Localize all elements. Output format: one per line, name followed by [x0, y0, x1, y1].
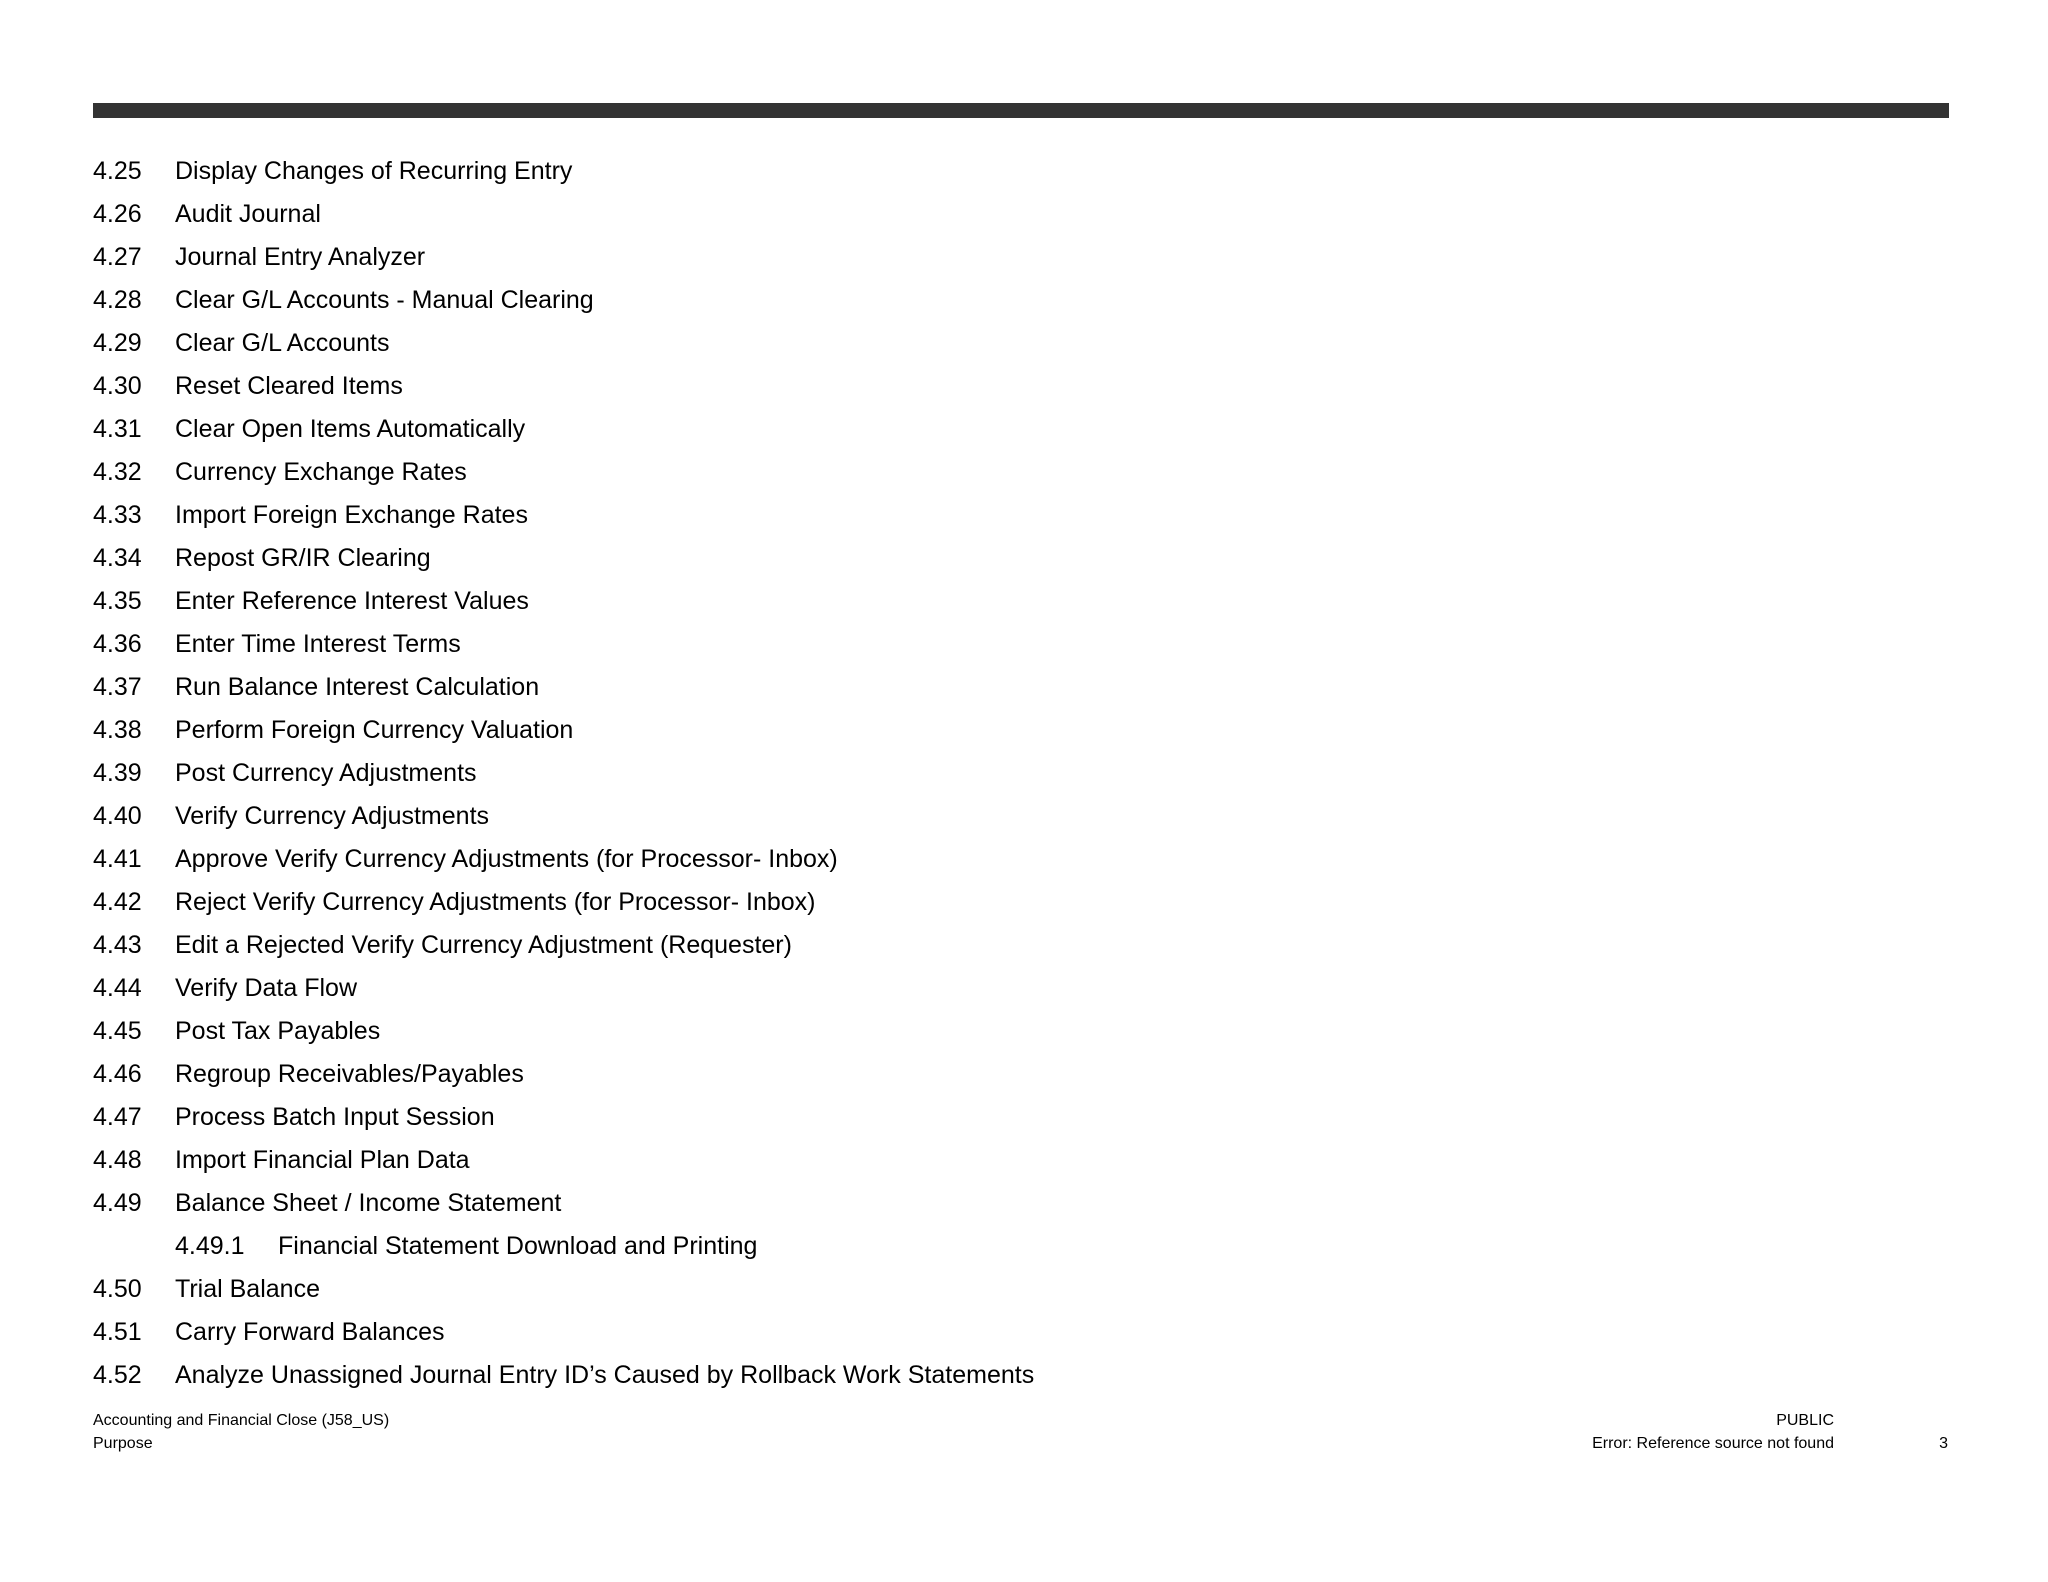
toc-entry-number: 4.50: [93, 1275, 142, 1303]
toc-entry-number: 4.45: [93, 1017, 142, 1045]
toc-entry[interactable]: [93, 580, 1293, 623]
footer-left: [93, 1409, 389, 1455]
toc-entry[interactable]: [93, 1311, 1293, 1354]
toc-entry-title: Clear G/L Accounts - Manual Clearing: [175, 286, 594, 314]
toc-entry-number: 4.37: [93, 673, 142, 701]
toc-entry-number: 4.35: [93, 587, 142, 615]
toc-entry-title: Display Changes of Recurring Entry: [175, 157, 573, 185]
toc-entry-number: 4.38: [93, 716, 142, 744]
toc-entry[interactable]: [93, 193, 1293, 236]
toc-entry-number: 4.51: [93, 1318, 142, 1346]
toc-entry-number: 4.32: [93, 458, 142, 486]
toc-entry-title: Repost GR/IR Clearing: [175, 544, 431, 572]
toc-entry-title: Approve Verify Currency Adjustments (for Processor- Inbox): [175, 845, 838, 873]
toc-entry-title: Reject Verify Currency Adjustments (for Processor- Inbox): [175, 888, 816, 916]
toc-entry[interactable]: [93, 1096, 1293, 1139]
toc-entry[interactable]: [93, 1268, 1293, 1311]
toc-entry[interactable]: [93, 623, 1293, 666]
toc-entry-number: 4.36: [93, 630, 142, 658]
table-of-contents: [93, 150, 1293, 1397]
toc-entry[interactable]: [93, 924, 1293, 967]
header-rule: [93, 103, 1949, 118]
toc-entry-number: 4.40: [93, 802, 142, 830]
toc-entry[interactable]: [93, 967, 1293, 1010]
toc-entry-number: 4.33: [93, 501, 142, 529]
toc-entry-title: Edit a Rejected Verify Currency Adjustment (Requester): [175, 931, 792, 959]
toc-entry-number: 4.30: [93, 372, 142, 400]
toc-entry-title: Post Tax Payables: [175, 1017, 381, 1045]
toc-entry[interactable]: [93, 881, 1293, 924]
toc-entry-title: Run Balance Interest Calculation: [175, 673, 540, 701]
toc-entry-number: 4.25: [93, 157, 142, 185]
toc-entry[interactable]: [93, 236, 1293, 279]
toc-entry-title: Verify Data Flow: [175, 974, 358, 1002]
toc-entry-number: 4.42: [93, 888, 142, 916]
toc-entry[interactable]: [93, 365, 1293, 408]
toc-entry-title: Audit Journal: [175, 200, 321, 228]
toc-entry-title: Regroup Receivables/Payables: [175, 1060, 524, 1088]
toc-entry[interactable]: [93, 752, 1293, 795]
toc-entry[interactable]: [93, 1182, 1293, 1225]
toc-entry-title: Analyze Unassigned Journal Entry ID’s Caused by Rollback Work Statements: [175, 1361, 1035, 1389]
toc-entry-number: 4.28: [93, 286, 142, 314]
toc-entry-title: Import Financial Plan Data: [175, 1146, 470, 1174]
footer-right: [1592, 1409, 1834, 1455]
toc-entry-title: Balance Sheet / Income Statement: [175, 1189, 562, 1217]
toc-entry[interactable]: [93, 1139, 1293, 1182]
toc-entry-number: 4.34: [93, 544, 142, 572]
toc-entry-title: Reset Cleared Items: [175, 372, 403, 400]
toc-entry-title: Currency Exchange Rates: [175, 458, 467, 486]
toc-entry-number: 4.29: [93, 329, 142, 357]
toc-entry-title: Financial Statement Download and Printing: [278, 1232, 758, 1260]
toc-entry[interactable]: [93, 494, 1293, 537]
page-number: 3: [1939, 1435, 1948, 1452]
toc-entry[interactable]: [93, 1010, 1293, 1053]
toc-entry-title: Enter Reference Interest Values: [175, 587, 529, 615]
toc-entry-number: 4.47: [93, 1103, 142, 1131]
toc-entry[interactable]: [93, 322, 1293, 365]
toc-entry[interactable]: [93, 1354, 1293, 1397]
toc-entry-number: 4.46: [93, 1060, 142, 1088]
toc-entry-title: Clear Open Items Automatically: [175, 415, 526, 443]
toc-entry-number: 4.52: [93, 1361, 142, 1389]
toc-entry-title: Perform Foreign Currency Valuation: [175, 716, 574, 744]
toc-entry-title: Carry Forward Balances: [175, 1318, 445, 1346]
toc-entry-number: 4.43: [93, 931, 142, 959]
toc-entry-title: Post Currency Adjustments: [175, 759, 477, 787]
toc-entry[interactable]: [93, 795, 1293, 838]
footer-section: Purpose: [93, 1435, 153, 1452]
toc-entry-title: Journal Entry Analyzer: [175, 243, 426, 271]
toc-entry[interactable]: [93, 279, 1293, 322]
toc-entry[interactable]: [93, 666, 1293, 709]
toc-entry-number: 4.49.1: [175, 1232, 245, 1260]
footer-doc-title: Accounting and Financial Close (J58_US): [93, 1412, 390, 1429]
toc-entry-number: 4.41: [93, 845, 142, 873]
toc-entry-title: Enter Time Interest Terms: [175, 630, 461, 658]
toc-subentry[interactable]: [93, 1225, 1293, 1268]
toc-entry-title: Trial Balance: [175, 1275, 320, 1303]
toc-entry[interactable]: [93, 537, 1293, 580]
footer-classification: PUBLIC: [1776, 1412, 1834, 1429]
toc-entry[interactable]: [93, 838, 1293, 881]
toc-entry-title: Verify Currency Adjustments: [175, 802, 490, 830]
footer-reference: Error: Reference source not found: [1592, 1435, 1834, 1452]
toc-entry[interactable]: [93, 1053, 1293, 1096]
toc-entry[interactable]: [93, 709, 1293, 752]
toc-entry-number: 4.26: [93, 200, 142, 228]
toc-entry[interactable]: [93, 451, 1293, 494]
toc-entry-title: Import Foreign Exchange Rates: [175, 501, 528, 529]
toc-entry-title: Clear G/L Accounts: [175, 329, 390, 357]
toc-entry-number: 4.49: [93, 1189, 142, 1217]
toc-entry-number: 4.39: [93, 759, 142, 787]
toc-entry-number: 4.27: [93, 243, 142, 271]
toc-entry-number: 4.48: [93, 1146, 142, 1174]
toc-entry-title: Process Batch Input Session: [175, 1103, 495, 1131]
toc-entry-number: 4.44: [93, 974, 142, 1002]
toc-entry-number: 4.31: [93, 415, 142, 443]
toc-entry[interactable]: [93, 408, 1293, 451]
toc-entry[interactable]: [93, 150, 1293, 193]
